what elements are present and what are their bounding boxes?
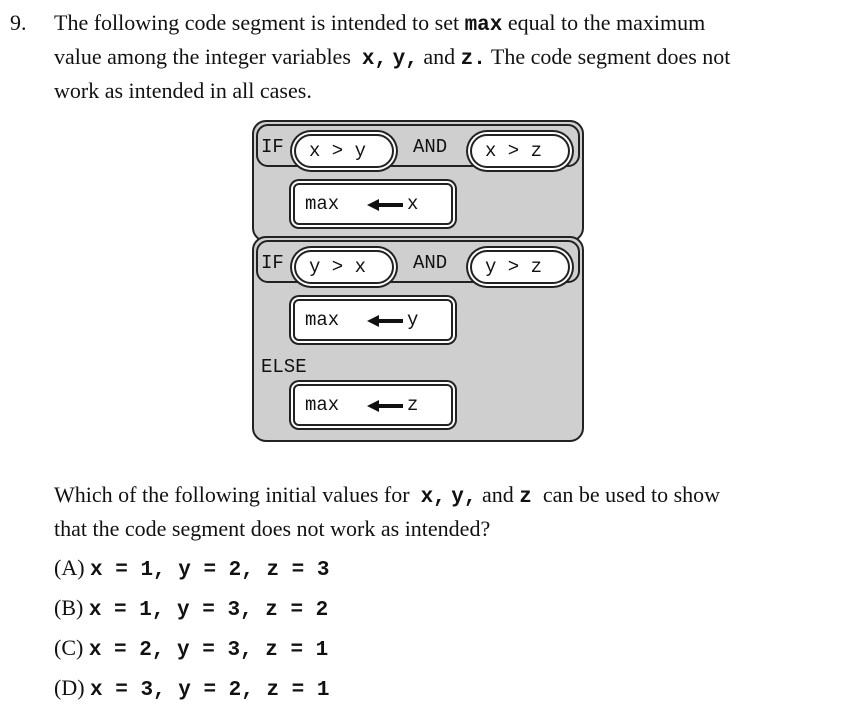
if-else-block-2 — [252, 236, 584, 442]
condition-text: x > y — [309, 140, 367, 162]
left-arrow-icon — [367, 315, 407, 327]
question-text: equal to the maximum — [507, 10, 706, 35]
prompt-line-1 — [54, 478, 720, 515]
question-number: 9. — [10, 10, 27, 35]
code-max: max — [464, 14, 503, 37]
choice-label: (C) — [54, 635, 84, 660]
question-text: and — [423, 44, 456, 69]
choice-c[interactable] — [54, 633, 328, 666]
condition-y-gt-x — [294, 250, 394, 284]
prompt-text: Which of the following initial values for — [54, 482, 410, 507]
else-keyword: ELSE — [261, 356, 307, 378]
condition-text: x > z — [485, 140, 543, 162]
choice-label: (D) — [54, 675, 85, 700]
if-keyword: IF — [261, 252, 284, 274]
condition-x-gt-z — [470, 134, 570, 168]
if-block-1 — [252, 120, 584, 242]
choice-b[interactable] — [54, 593, 328, 626]
question-line-2 — [54, 40, 730, 77]
code-y: y, — [392, 48, 418, 71]
choice-label: (A) — [54, 555, 85, 580]
choice-d[interactable] — [54, 673, 330, 706]
choice-value: x = 1, y = 2, z = 3 — [90, 559, 330, 582]
question-text: value among the integer variables — [54, 44, 351, 69]
if-keyword: IF — [261, 136, 284, 158]
assign-source: z — [407, 394, 419, 416]
choice-value: x = 3, y = 2, z = 1 — [90, 679, 330, 702]
assign-max-y — [293, 299, 453, 341]
left-arrow-icon — [367, 400, 407, 412]
question-line-3: work as intended in all cases. — [54, 78, 312, 103]
assign-target: max — [305, 394, 340, 416]
question-text: The following code segment is intended to set — [54, 10, 460, 35]
code-z: z. — [460, 48, 486, 71]
question-text: The code segment does not — [490, 44, 731, 69]
prompt-line-2: that the code segment does not work as intended? — [54, 516, 491, 541]
condition-text: y > z — [485, 256, 543, 278]
and-keyword: AND — [413, 136, 448, 158]
code-z: z — [519, 486, 532, 509]
prompt-text: can be used to show — [542, 482, 721, 507]
assign-source: x — [407, 193, 419, 215]
question-line-1 — [54, 6, 705, 43]
code-x: x, — [361, 48, 388, 71]
condition-x-gt-y — [294, 134, 394, 168]
and-keyword: AND — [413, 252, 448, 274]
assign-target: max — [305, 193, 340, 215]
condition-text: y > x — [309, 256, 367, 278]
assign-max-z — [293, 384, 453, 426]
prompt-text: and — [482, 482, 514, 507]
condition-y-gt-z — [470, 250, 570, 284]
code-x: x, — [420, 486, 446, 509]
assign-max-x — [293, 183, 453, 225]
left-arrow-icon — [367, 199, 407, 211]
assign-source: y — [407, 309, 419, 331]
choice-a[interactable] — [54, 553, 330, 586]
choice-label: (B) — [54, 595, 84, 620]
choice-value: x = 2, y = 3, z = 1 — [88, 639, 329, 662]
choice-value: x = 1, y = 3, z = 2 — [88, 599, 329, 622]
assign-target: max — [305, 309, 340, 331]
code-y: y, — [451, 486, 477, 509]
